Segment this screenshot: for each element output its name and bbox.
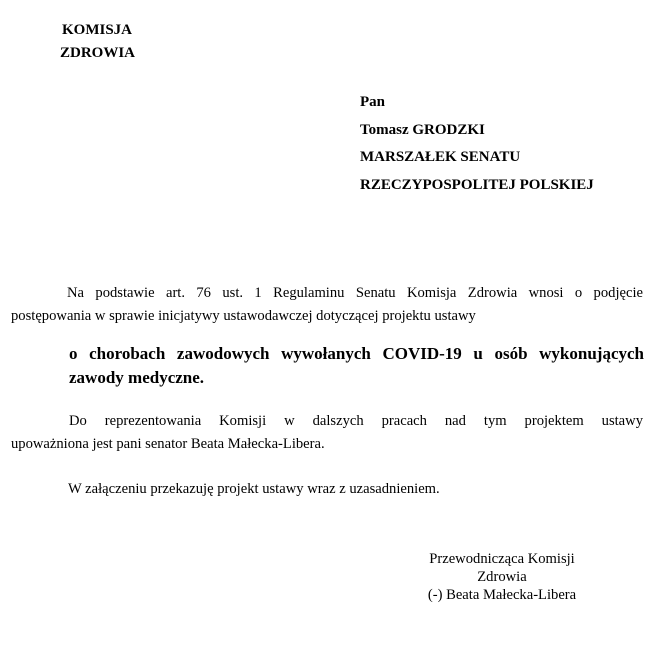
paragraph-motion-line-2: postępowania w sprawie inicjatywy ustawodawczej dotyczącej projektu ustawy	[11, 308, 476, 324]
bill-subject	[69, 342, 644, 390]
bill-subject-line-1: o chorobach zawodowych wywołanych COVID-19 u osób wykonujących	[69, 344, 644, 363]
sender-committee	[62, 19, 135, 65]
paragraph-motion-line-1: Na podstawie art. 76 ust. 1 Regulaminu Senatu Komisja Zdrowia wnosi o podjęcie	[67, 285, 643, 301]
sender-line-2: ZDROWIA	[60, 45, 136, 61]
paragraph-representative	[11, 410, 643, 456]
signature-role: Przewodnicząca Komisji	[429, 551, 575, 567]
paragraph-representative-line-2: upoważniona jest pani senator Beata Małecka-Libera.	[11, 436, 325, 452]
recipient-block	[360, 89, 594, 199]
signature-name: (-) Beata Małecka-Libera	[427, 587, 577, 603]
sender-line-1: KOMISJA	[62, 22, 133, 38]
paragraph-attachment: W załączeniu przekazuję projekt ustawy wraz z uzasadnieniem.	[68, 481, 440, 497]
bill-subject-line-2: zawody medyczne.	[69, 368, 205, 387]
recipient-name: Tomasz GRODZKI	[360, 121, 485, 138]
paragraph-motion	[11, 282, 643, 328]
signature-block	[410, 550, 594, 604]
recipient-institution: RZECZYPOSPOLITEJ POLSKIEJ	[360, 176, 594, 193]
recipient-salutation: Pan	[360, 94, 386, 110]
signature-committee: Zdrowia	[477, 569, 527, 585]
paragraph-representative-line-1: Do reprezentowania Komisji w dalszych pracach nad tym projektem ustawy	[69, 413, 643, 429]
recipient-title: MARSZAŁEK SENATU	[360, 149, 521, 165]
